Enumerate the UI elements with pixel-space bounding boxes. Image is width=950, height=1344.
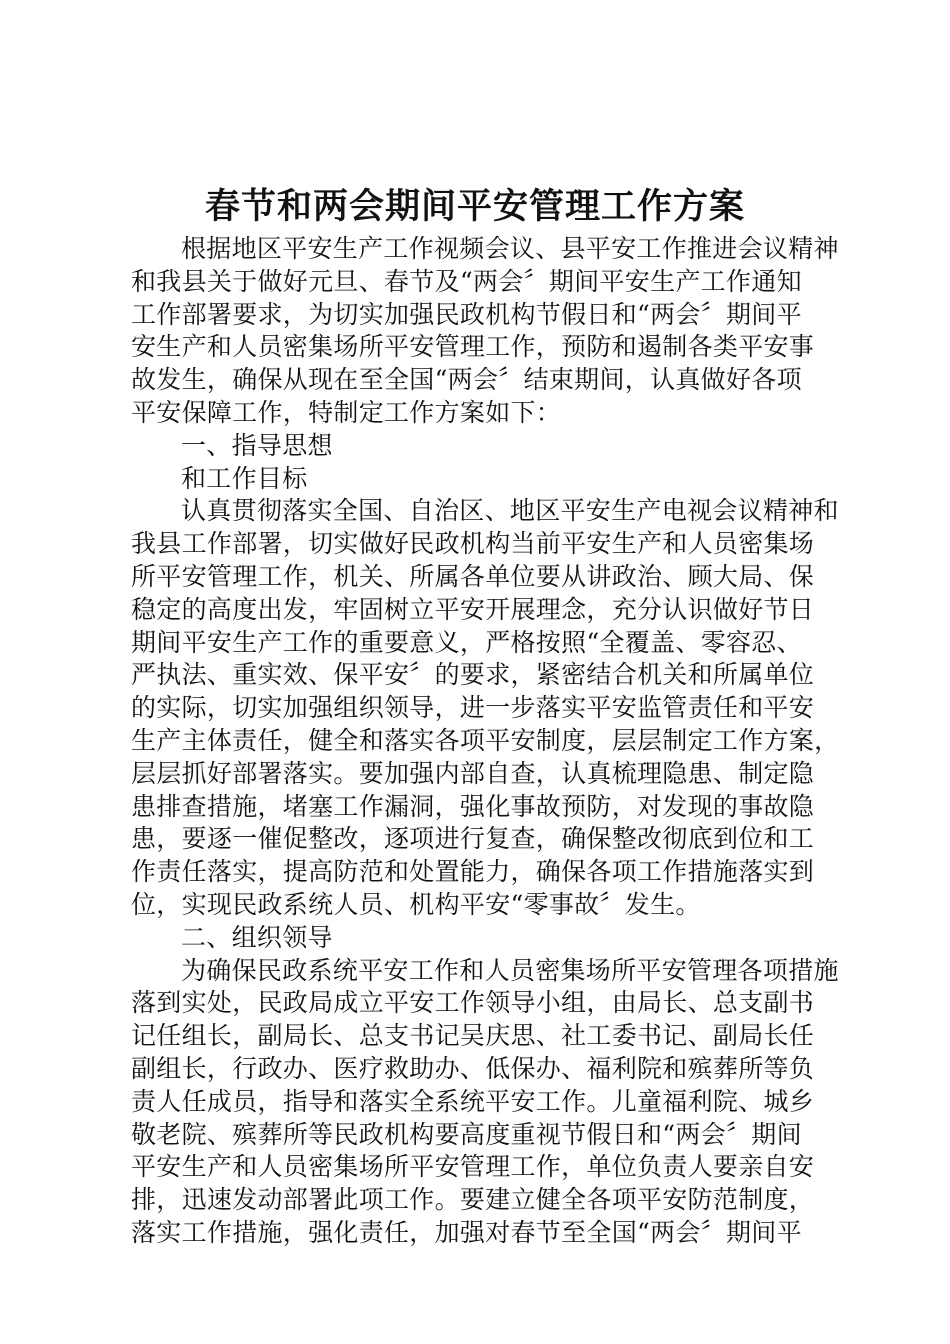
paragraph-line: 生产主体责任，健全和落实各项平安制度，层层制定工作方案， <box>131 725 840 755</box>
paragraph-line: 和我县关于做好元旦、春节及“两会〞期间平安生产工作通知 <box>131 266 802 296</box>
paragraph-line: 根据地区平安生产工作视频会议、县平安工作推进会议精神 <box>181 234 839 263</box>
section-heading: 和工作目标 <box>181 463 308 493</box>
section-heading: 二、组织领导 <box>181 922 333 952</box>
document-body <box>131 233 840 1250</box>
paragraph-line: 作责任落实，提高防范和处置能力，确保各项工作措施落实到 <box>131 857 815 887</box>
paragraph-line: 所平安管理工作，机关、所属各单位要从讲政治、顾大局、保 <box>131 561 815 591</box>
paragraph-line: 工作部署要求，为切实加强民政机构节假日和“两会〞期间平 <box>131 299 802 329</box>
paragraph-line: 认真贯彻落实全国、自治区、地区平安生产电视会议精神和 <box>181 496 839 526</box>
paragraph-line: 安生产和人员密集场所平安管理工作，预防和遏制各类平安事 <box>131 332 815 362</box>
paragraph-line: 严执法、重实效、保平安〞的要求，紧密结合机关和所属单位 <box>131 660 815 690</box>
paragraph-line: 我县工作部署，切实做好民政机构当前平安生产和人员密集场 <box>131 529 815 559</box>
section-heading: 一、指导思想 <box>181 430 333 460</box>
paragraph-line: 平安生产和人员密集场所平安管理工作，单位负责人要亲自安 <box>131 1152 815 1182</box>
paragraph-line: 落到实处，民政局成立平安工作领导小组，由局长、总支副书 <box>131 988 815 1018</box>
paragraph-line: 患，要逐一催促整改，逐项进行复查，确保整改彻底到位和工 <box>131 824 815 854</box>
paragraph-line: 故发生，确保从现在至全国“两会〞结束期间，认真做好各项 <box>131 365 802 395</box>
paragraph-line: 稳定的高度出发，牢固树立平安开展理念，充分认识做好节日 <box>131 594 815 624</box>
paragraph-line: 责人任成员，指导和落实全系统平安工作。儿童福利院、城乡 <box>131 1086 815 1116</box>
paragraph-line: 副组长，行政办、医疗救助办、低保办、福利院和殡葬所等负 <box>131 1053 815 1083</box>
paragraph-line: 敬老院、殡葬所等民政机构要高度重视节假日和“两会〞期间 <box>131 1119 802 1149</box>
paragraph-line: 排，迅速发动部署此项工作。要建立健全各项平安防范制度， <box>131 1185 815 1215</box>
paragraph-line: 期间平安生产工作的重要意义，严格按照“全覆盖、零容忍、 <box>131 627 802 657</box>
paragraph-line: 患排查措施，堵塞工作漏洞，强化事故预防，对发现的事故隐 <box>131 791 815 821</box>
paragraph-line: 为确保民政系统平安工作和人员密集场所平安管理各项措施 <box>181 955 839 985</box>
paragraph-line: 平安保障工作，特制定工作方案如下： <box>131 397 562 427</box>
document-title: 春节和两会期间平安管理工作方案 <box>204 186 745 227</box>
paragraph-line: 落实工作措施，强化责任，加强对春节至全国“两会〞期间平 <box>131 1217 802 1247</box>
paragraph-line: 的实际，切实加强组织领导，进一步落实平安监管责任和平安 <box>131 693 815 723</box>
paragraph-line: 位，实现民政系统人员、机构平安“零事故〞发生。 <box>131 889 701 919</box>
paragraph-line: 层层抓好部署落实。要加强内部自查，认真梳理隐患、制定隐 <box>131 758 815 788</box>
paragraph-line: 记任组长，副局长、总支书记吴庆思、社工委书记、副局长任 <box>131 1021 815 1051</box>
